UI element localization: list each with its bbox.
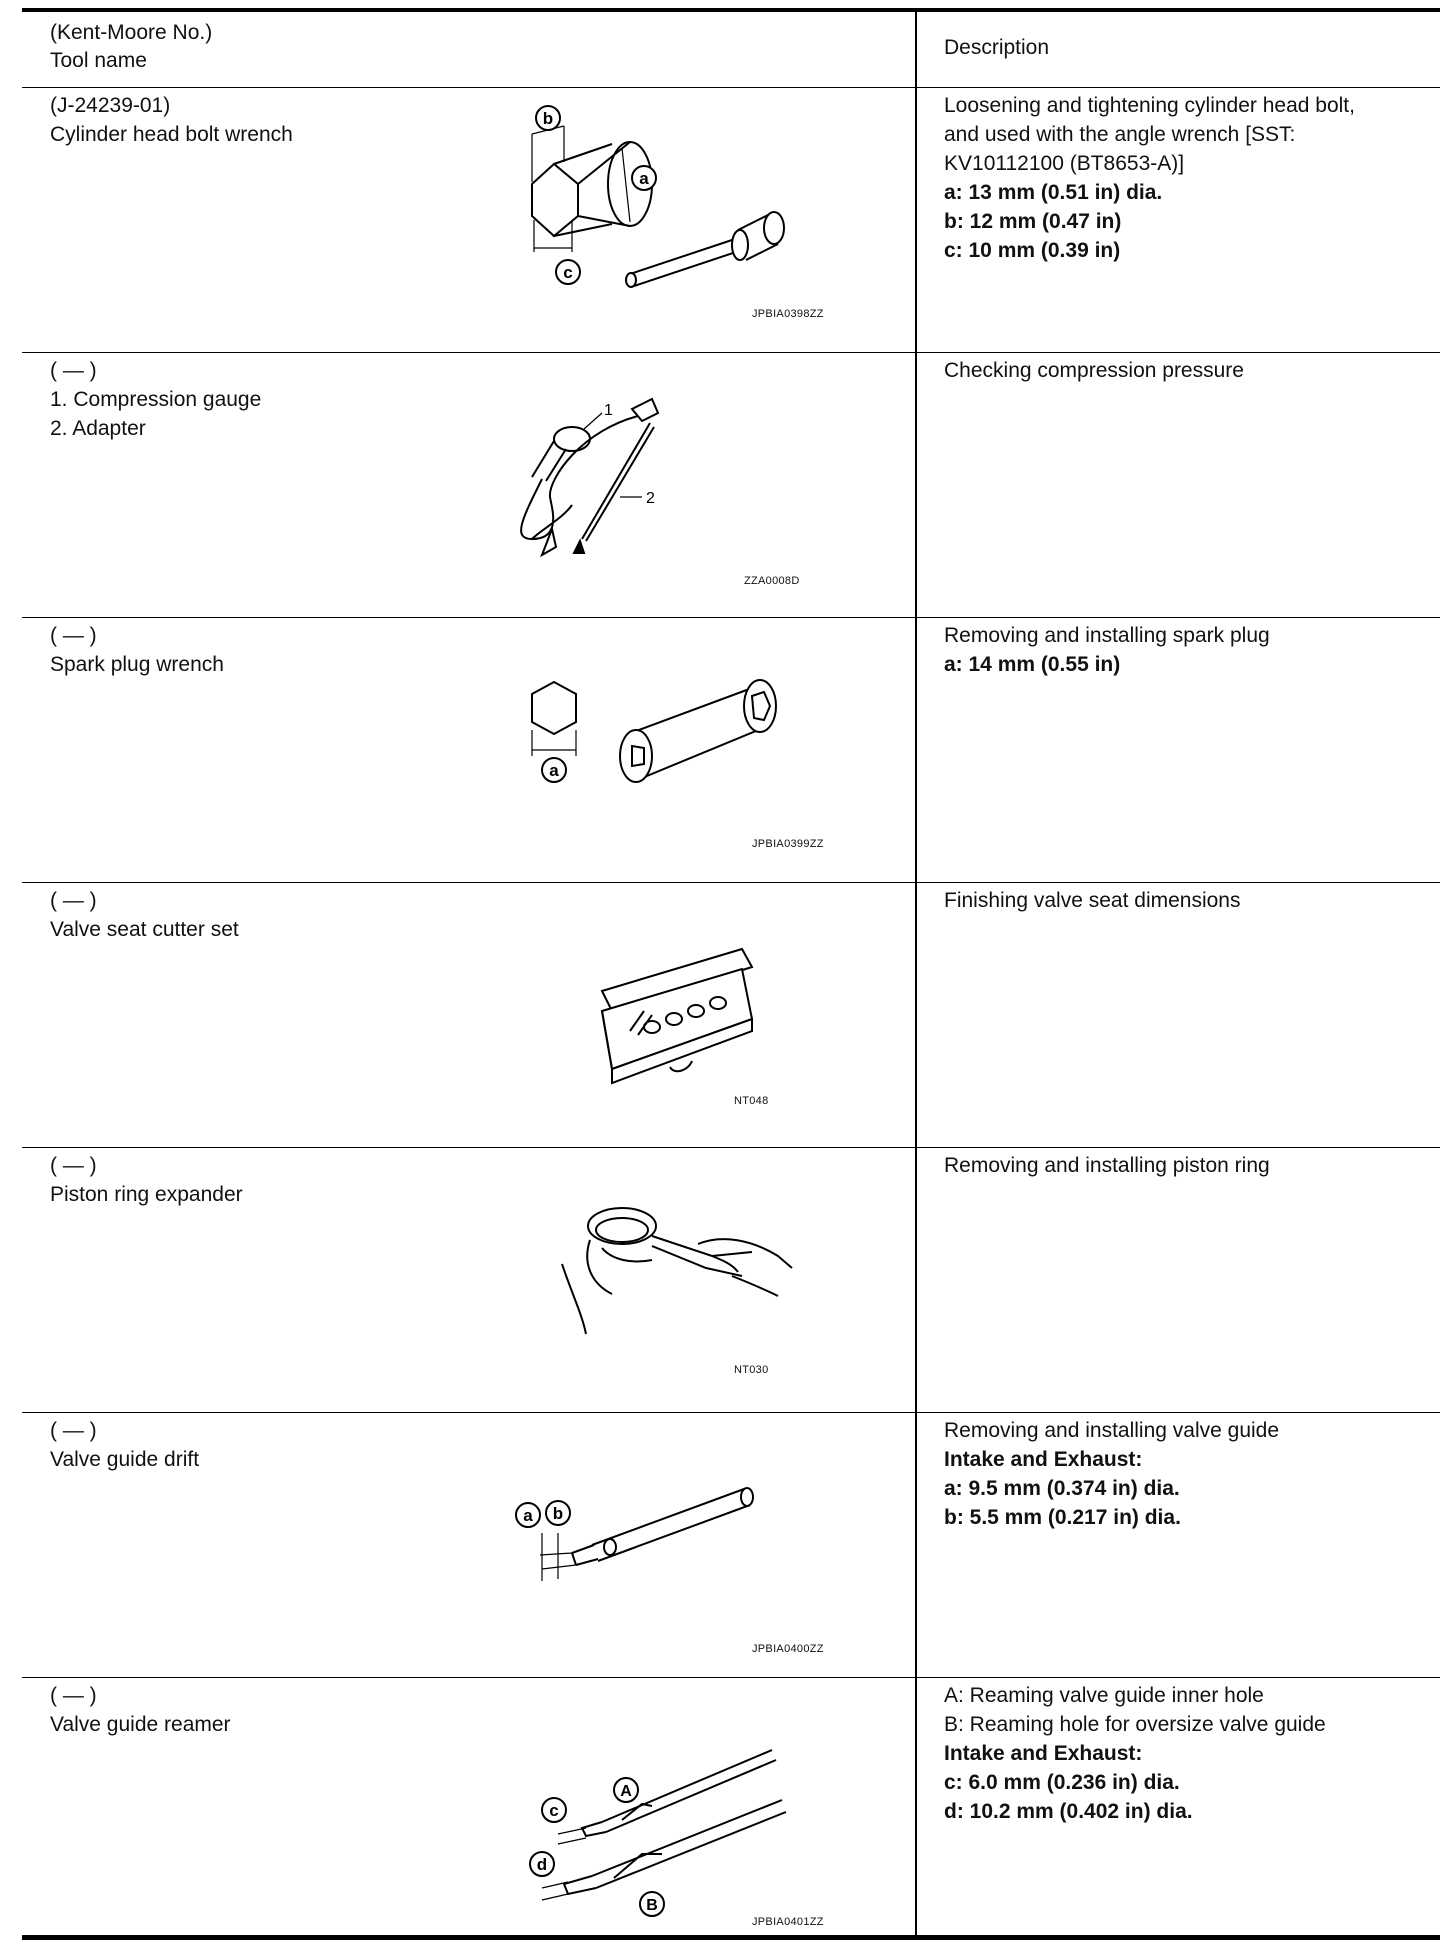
tool-name: Valve guide drift <box>50 1448 200 1471</box>
description-line: Removing and installing valve guide <box>944 1419 1280 1442</box>
label-1: 1 <box>604 402 613 419</box>
description-cell <box>944 1416 1424 1532</box>
label-b: b <box>552 1504 564 1523</box>
description-line: Checking compression pressure <box>944 359 1244 382</box>
tool-name-secondary: 2. Adapter <box>50 417 146 440</box>
tool-cell <box>50 1416 199 1474</box>
table-row <box>22 618 1440 883</box>
tool-cell <box>50 1151 243 1209</box>
description-cell <box>944 91 1424 265</box>
cylinder-head-bolt-wrench-illustration <box>502 104 862 344</box>
label-b: b <box>542 109 554 128</box>
table-row <box>22 883 1440 1148</box>
table-row <box>22 353 1440 618</box>
tool-number: ( — ) <box>50 624 97 647</box>
table-row <box>22 1148 1440 1413</box>
description-line: KV10112100 (BT8653-A)] <box>944 152 1185 175</box>
label-a: a <box>549 761 559 780</box>
description-line: c: 6.0 mm (0.236 in) dia. <box>944 1771 1180 1794</box>
spark-plug-wrench-illustration <box>502 634 862 874</box>
tool-cell <box>50 621 224 679</box>
tool-number: ( — ) <box>50 1419 97 1442</box>
label-c: c <box>549 1801 559 1820</box>
description-line: A: Reaming valve guide inner hole <box>944 1684 1264 1707</box>
table-bottom-rule <box>22 1935 1440 1940</box>
description-line: Intake and Exhaust: <box>944 1742 1143 1765</box>
tool-number: ( — ) <box>50 1154 97 1177</box>
label-B: B <box>646 1897 658 1914</box>
table-row <box>22 1413 1440 1678</box>
tool-name: Piston ring expander <box>50 1183 243 1206</box>
description-cell <box>944 886 1424 915</box>
description-line: Removing and installing piston ring <box>944 1154 1270 1177</box>
valve-guide-drift-illustration <box>502 1429 862 1669</box>
label-d: d <box>536 1855 548 1874</box>
label-A: A <box>620 1783 632 1800</box>
header-tool-column <box>50 19 212 75</box>
figure-code: ZZA0008D <box>744 575 800 587</box>
description-line: Finishing valve seat dimensions <box>944 889 1241 912</box>
figure-code: NT048 <box>734 1095 769 1107</box>
header-kent-moore-label: (Kent-Moore No.) <box>50 21 213 44</box>
header-description-label: Description <box>944 36 1050 59</box>
header-tool-name-label: Tool name <box>50 49 147 72</box>
tool-cell <box>50 886 239 944</box>
compression-gauge-illustration <box>502 369 862 609</box>
label-c: c <box>563 263 573 282</box>
description-line: Removing and installing spark plug <box>944 624 1270 647</box>
label-2: 2 <box>646 490 655 507</box>
tool-number: ( — ) <box>50 359 97 382</box>
tool-name: Cylinder head bolt wrench <box>50 123 293 146</box>
tool-number: ( — ) <box>50 889 97 912</box>
description-line: a: 9.5 mm (0.374 in) dia. <box>944 1477 1180 1500</box>
description-cell <box>944 356 1424 385</box>
description-line: b: 12 mm (0.47 in) <box>944 210 1122 233</box>
description-cell <box>944 1681 1424 1826</box>
figure-code: JPBIA0398ZZ <box>752 308 824 320</box>
description-cell <box>944 621 1424 679</box>
description-line: d: 10.2 mm (0.402 in) dia. <box>944 1800 1193 1823</box>
figure-code: JPBIA0399ZZ <box>752 838 824 850</box>
valve-guide-reamer-illustration <box>502 1694 862 1934</box>
table-row <box>22 88 1440 353</box>
tool-cell <box>50 91 293 149</box>
table-row <box>22 1678 1440 1934</box>
table-header <box>22 12 1440 88</box>
description-line: b: 5.5 mm (0.217 in) dia. <box>944 1506 1181 1529</box>
tool-number: (J-24239-01) <box>50 94 171 117</box>
description-line: and used with the angle wrench [SST: <box>944 123 1296 146</box>
tool-name: Valve guide reamer <box>50 1713 231 1736</box>
description-cell <box>944 1151 1424 1180</box>
figure-code: NT030 <box>734 1364 769 1376</box>
description-line: c: 10 mm (0.39 in) <box>944 239 1121 262</box>
tool-cell <box>50 1681 231 1739</box>
description-line: Loosening and tightening cylinder head bolt, <box>944 94 1355 117</box>
figure-code: JPBIA0400ZZ <box>752 1643 824 1655</box>
description-line: Intake and Exhaust: <box>944 1448 1143 1471</box>
description-line: a: 14 mm (0.55 in) <box>944 653 1121 676</box>
description-line: a: 13 mm (0.51 in) dia. <box>944 181 1163 204</box>
valve-seat-cutter-set-illustration <box>502 899 862 1139</box>
tool-name: Valve seat cutter set <box>50 918 239 941</box>
tool-cell <box>50 356 261 443</box>
tool-name: Spark plug wrench <box>50 653 224 676</box>
label-a: a <box>639 169 649 188</box>
tool-table <box>22 8 1440 1940</box>
figure-code: JPBIA0401ZZ <box>752 1916 824 1928</box>
tool-number: ( — ) <box>50 1684 97 1707</box>
piston-ring-expander-illustration <box>502 1164 862 1404</box>
tool-name: 1. Compression gauge <box>50 388 262 411</box>
label-a: a <box>523 1506 533 1525</box>
description-line: B: Reaming hole for oversize valve guide <box>944 1713 1326 1736</box>
